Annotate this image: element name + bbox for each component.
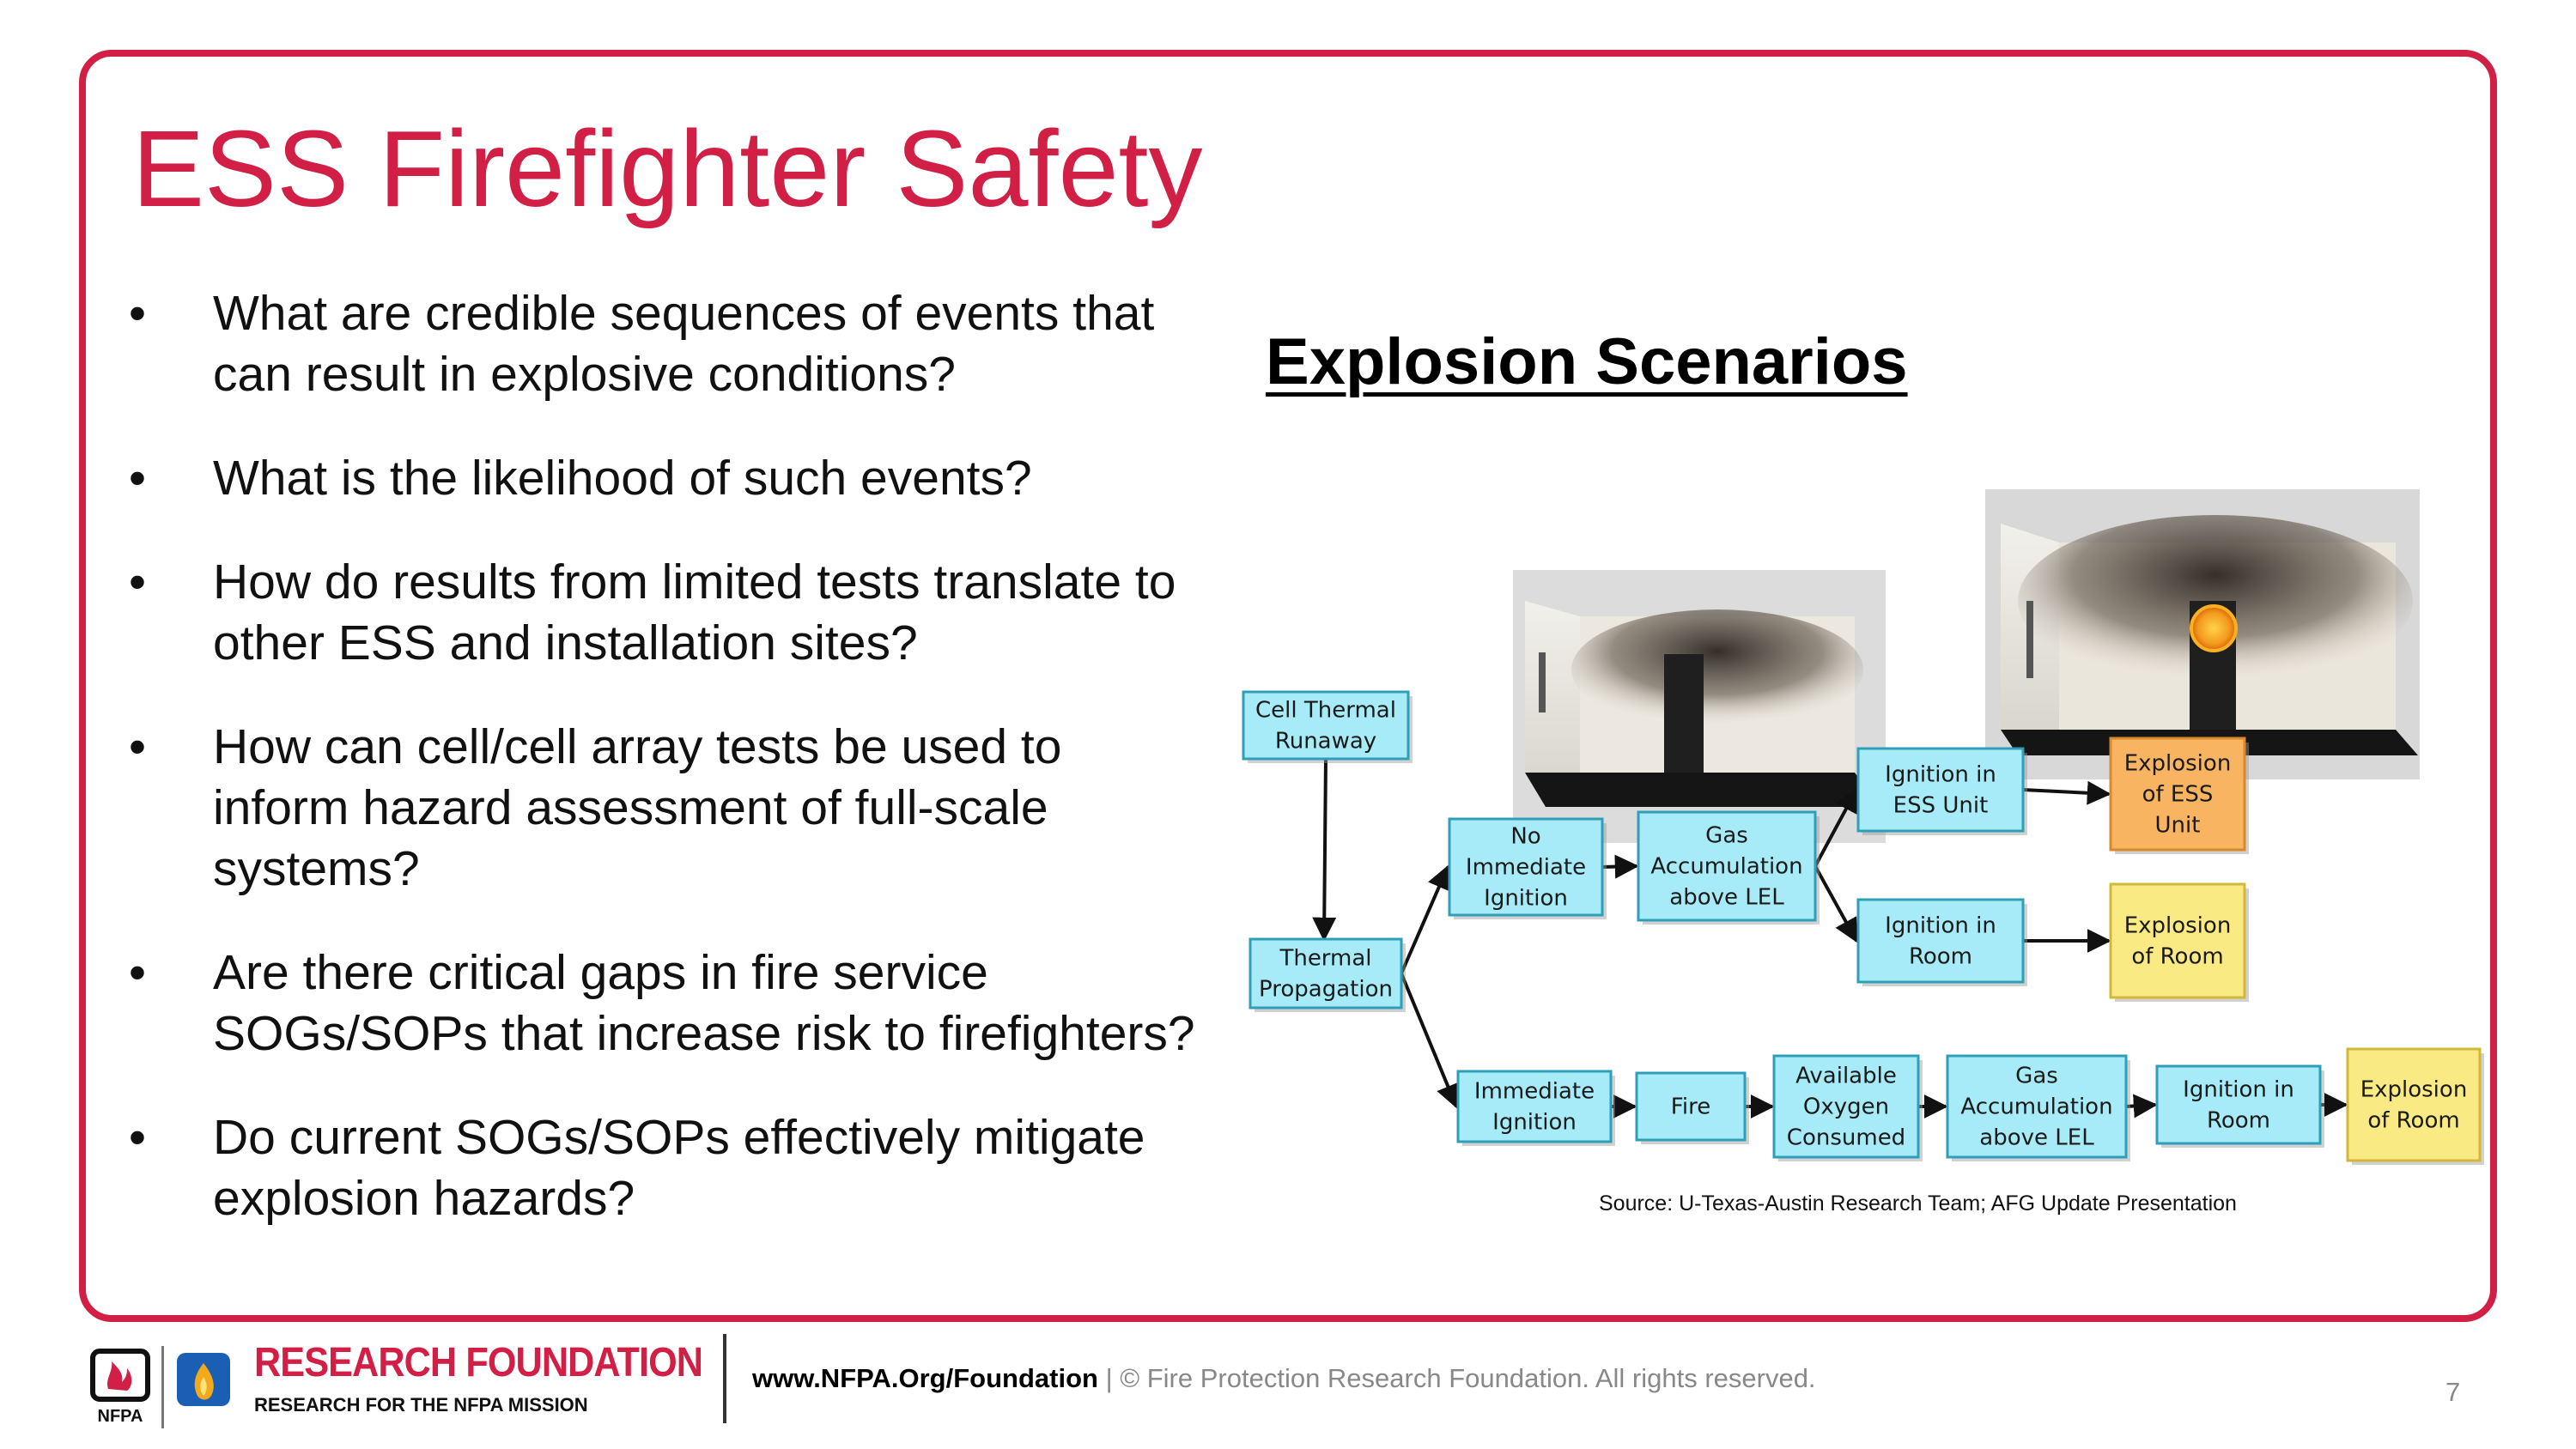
node-ignition-in-room-upper [1858, 900, 2027, 986]
bullet-marker: • [129, 945, 146, 1000]
footer-info [752, 1363, 1816, 1394]
node-label-line: Explosion [2360, 1076, 2468, 1103]
research-foundation-tagline: RESEARCH FOR THE NFPA MISSION [254, 1394, 588, 1416]
smoke-cloud [1571, 609, 1863, 730]
node-label-line: Immediate [1473, 1078, 1595, 1105]
nfpa-logo [89, 1346, 240, 1428]
ess-unit-cabinet [1664, 654, 1704, 776]
footer-copyright: © Fire Protection Research Foundation. All rights reserved. [1120, 1363, 1816, 1393]
logo-divider [161, 1346, 164, 1428]
room-door [2026, 601, 2033, 678]
footer-url-link[interactable]: www.NFPA.Org/Foundation [752, 1363, 1098, 1393]
node-ignition-in-room-lower [2157, 1066, 2324, 1148]
room-door [1539, 652, 1546, 712]
research-foundation-title: RESEARCH FOUNDATION [254, 1340, 703, 1385]
fireball [2191, 606, 2236, 651]
node-label-line: Propagation [1259, 976, 1393, 1003]
room-floor [1525, 773, 1880, 807]
bullet-marker: • [129, 286, 146, 341]
bullet-text: What is the likelihood of such events? [213, 451, 1032, 506]
nfpa-logo-label: NFPA [97, 1407, 143, 1426]
node-label-line: Unit [2154, 812, 2201, 839]
node-label-line: Explosion [2123, 750, 2232, 777]
node-label-line: Accumulation [1650, 853, 1803, 880]
bullet-text: Are there critical gaps in fire service SOGs/SOPs that increase risk to firefighters? [213, 945, 1195, 1061]
arrow-cell-thermal-runaway-to-thermal-propagation [1324, 759, 1326, 939]
node-explosion-of-room-lower [2348, 1049, 2484, 1165]
footer-divider [723, 1334, 726, 1423]
arrow-gas-accumulation-upper-to-ignition-in-room-upper [1815, 866, 1856, 941]
arrow-gas-accumulation-lower-to-ignition-in-room-lower [2126, 1105, 2155, 1106]
diagram-heading: Explosion Scenarios [1266, 325, 1908, 398]
node-ignition-in-ess-unit [1858, 749, 2027, 835]
node-available-oxygen-consumed [1774, 1056, 1923, 1161]
node-label-line: No [1510, 823, 1541, 850]
source-caption: Source: U-Texas-Austin Research Team; AFG Update Presentation [1599, 1191, 2237, 1216]
node-explosion-of-room-upper [2111, 884, 2249, 1002]
node-label-line: Runaway [1274, 728, 1377, 755]
node-label-line: Ignition in [2183, 1076, 2294, 1103]
node-box [2111, 884, 2245, 997]
node-label-line: Fire [1670, 1094, 1711, 1120]
node-no-immediate-ignition [1449, 819, 1607, 919]
arrow-ignition-in-ess-unit-to-explosion-of-ess-unit [2023, 790, 2109, 794]
bullet-text: Do current SOGs/SOPs effectively mitigate explosion hazards? [213, 1110, 1145, 1226]
node-thermal-propagation [1250, 939, 1406, 1012]
node-label-line: of Room [2131, 943, 2224, 970]
node-explosion-of-ess-unit [2111, 738, 2249, 854]
node-label-line: Room [2206, 1107, 2271, 1134]
bullet-text: What are credible sequences of events that can result in explosive conditions? [213, 286, 1155, 402]
node-gas-accumulation-lower [1947, 1056, 2130, 1161]
node-cell-thermal-runaway [1243, 692, 1413, 763]
node-label-line: Gas [1705, 822, 1748, 849]
node-label-line: Oxygen [1802, 1094, 1890, 1120]
node-label-line: ESS Unit [1893, 792, 1989, 819]
node-immediate-ignition [1458, 1071, 1615, 1146]
node-label-line: Consumed [1786, 1125, 1906, 1151]
node-gas-accumulation-upper [1638, 812, 1820, 925]
node-label-line: Ignition in [1885, 761, 1996, 788]
node-label-line: Accumulation [1960, 1094, 2113, 1120]
node-label-line: Room [1908, 943, 1973, 970]
arrow-thermal-propagation-to-immediate-ignition [1401, 973, 1456, 1106]
explosion-room-image [1985, 489, 2420, 779]
node-label-line: Ignition in [1885, 912, 1996, 939]
footer-separator: | [1105, 1363, 1113, 1393]
bullet-text: How do results from limited tests translate to other ESS and installation sites? [213, 555, 1176, 670]
node-label-line: above LEL [1979, 1125, 2094, 1151]
arrow-thermal-propagation-to-no-immediate-ignition [1401, 867, 1448, 973]
node-label-line: Explosion [2123, 912, 2232, 939]
node-box [2348, 1049, 2480, 1161]
node-label-line: Cell Thermal [1255, 697, 1396, 724]
bullet-text: How can cell/cell array tests be used to inform hazard assessment of full-scale systems? [213, 719, 1062, 896]
node-label-line: Gas [2015, 1063, 2058, 1089]
page-number: 7 [2445, 1377, 2461, 1407]
bullet-marker: • [129, 719, 146, 774]
gas-accumulation-room-image [1513, 570, 1886, 843]
node-label-line: Immediate [1465, 854, 1587, 881]
arrow-no-immediate-ignition-to-gas-accumulation-upper [1602, 866, 1637, 867]
node-label-line: Available [1795, 1063, 1897, 1089]
bullet-marker: • [129, 555, 146, 609]
node-label-line: Thermal [1279, 945, 1372, 972]
node-label-line: Ignition [1484, 885, 1568, 912]
node-label-line: of Room [2367, 1107, 2460, 1134]
node-label-line: Ignition [1492, 1109, 1577, 1136]
bullet-marker: • [129, 1110, 146, 1165]
node-label-line: of ESS [2142, 781, 2214, 808]
node-fire [1637, 1073, 1749, 1144]
bullet-marker: • [129, 451, 146, 506]
node-label-line: above LEL [1669, 884, 1784, 911]
slide-title: ESS Firefighter Safety [132, 108, 1203, 229]
